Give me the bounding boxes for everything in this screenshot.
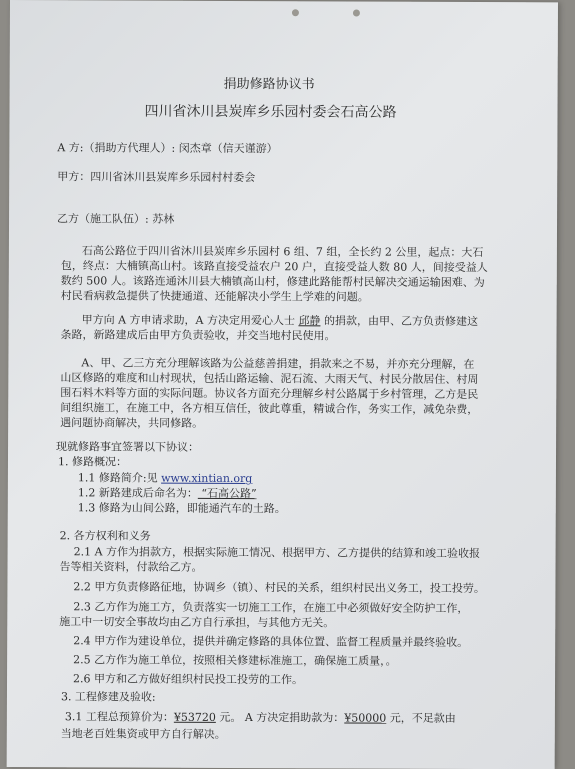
intro-line: 数约 500 人。该路连通沐川县大楠镇高山村，修建此路能帮村民解决交通运输困难、为 (60, 274, 485, 290)
document-page (7, 0, 558, 769)
item-text: 3.1 工程总预算价为： (64, 710, 174, 724)
agreement-line: 围石料木料等方面的实际问题。协议各方面充分理解乡村公路属于乡村管理，乙方是民 (60, 386, 479, 402)
document-subtitle: 四川省沐川县炭库乡乐园村委会石高公路 (144, 103, 397, 121)
agreement-line: A、甲、乙三方充分理解该路为公益慈善捐建，捐款来之不易，并亦充分理解，在 (81, 356, 475, 372)
budget-amount: ¥53720 (173, 710, 216, 724)
section-1-item-3: 1.3 修路为山间公路，即能通汽车的土路。 (77, 501, 286, 516)
donor-name: 邱静 (298, 314, 321, 328)
agreement-line: 遇问题协商解决，共同修路。 (60, 416, 204, 430)
section-2-line: 2.4 甲方作为建设单位，提供并确定修路的具体位置、监督工程质量并最终验收。 (73, 634, 469, 650)
section-3-heading: 3. 工程修建及验收: (60, 690, 156, 704)
section-2-line: 2.3 乙方作为施工方，负责落实一切施工工作，在施工中必须做好安全防护工作， (73, 600, 469, 616)
punch-holes (10, 0, 558, 2)
section-2-line: 2.2 甲方负责修路征地，协调乡（镇）、村民的关系，组织村民出义务工，投工投劳。 (73, 580, 485, 596)
item-text: 元，不足款由 (386, 711, 456, 725)
section-2-line: 告等相关资料，付款给乙方。 (59, 560, 203, 574)
request-line: 条路，新路建成后由甲方负责验收，并交当地村民使用。 (60, 328, 336, 343)
item-text: 元。 A 方决定捐助款为： (215, 710, 345, 725)
request-text: 甲方向 A 方申请求助，A 方决定用爱心人士 (81, 313, 299, 328)
section-2-line: 施工中一切安全事故均由乙方自行承担，与其他方无关。 (59, 615, 335, 630)
preamble: 现就修路事宜签署以下协议： (56, 440, 200, 454)
intro-line: 石高公路位于四川省沐川县炭库乡乐园村 6 组、7 组，全长约 2 公里，起点：大石 (81, 244, 484, 260)
road-name: “石高公路” (197, 486, 257, 501)
intro-line: 村民看病救急提供了快捷通道、还能解决小学生上学难的问题。 (60, 289, 369, 304)
section-3-line (65, 710, 456, 725)
agreement-line: 间组织施工，在施工中，各方相互信任，彼此尊重，精诚合作，务实工作，减免杂费， (60, 401, 479, 417)
item-text: 1.1 修路简介:见 (77, 471, 162, 485)
document-title: 捐助修路协议书 (223, 76, 315, 93)
punch-hole (353, 9, 360, 16)
section-3-line: 当地老百姓集资或甲方自行解决。 (60, 727, 226, 741)
party-yi: 乙方（施工队伍）: 苏林 (57, 212, 175, 226)
punch-hole (292, 9, 299, 16)
section-2-line: 2.6 甲方和乙方做好组织村民投工投劳的工作。 (73, 672, 304, 687)
agreement-line: 山区修路的难度和山村现状，包括山路运输、泥石流、大雨天气、村民分散居住、村周 (60, 371, 479, 387)
section-2-line: 2.5 乙方作为施工单位，按照相关修建标准施工，确保施工质量，。 (73, 653, 397, 668)
section-1-item-2 (78, 486, 257, 500)
section-1-item-1 (78, 471, 253, 485)
section-1-heading: 1. 修路概况： (57, 455, 128, 469)
request-line (82, 313, 478, 328)
website-link[interactable]: www.xintian.org (161, 471, 253, 486)
item-text: 1.2 新路建成后命名为： (77, 486, 198, 500)
section-2-heading: 2. 各方权利和义务 (59, 529, 151, 543)
party-a: A 方:（捐助方代理人）: 闵杰章（信天谨游） (57, 141, 278, 156)
section-2-line: 2.1 A 方作为捐款方，根据实际施工情况、根据甲方、乙方提供的结算和竣工验收报 (73, 545, 481, 561)
intro-line: 包，终点：大楠镇高山村。该路直接受益农户 20 户，直接受益人数 80 人，间接受益人 (60, 259, 488, 275)
request-text: 的捐款，由甲、乙方负责修建这 (320, 314, 479, 329)
party-jia: 甲方：四川省沐川县炭库乡乐园村村委会 (57, 170, 256, 185)
donation-amount: ¥50000 (344, 711, 387, 725)
